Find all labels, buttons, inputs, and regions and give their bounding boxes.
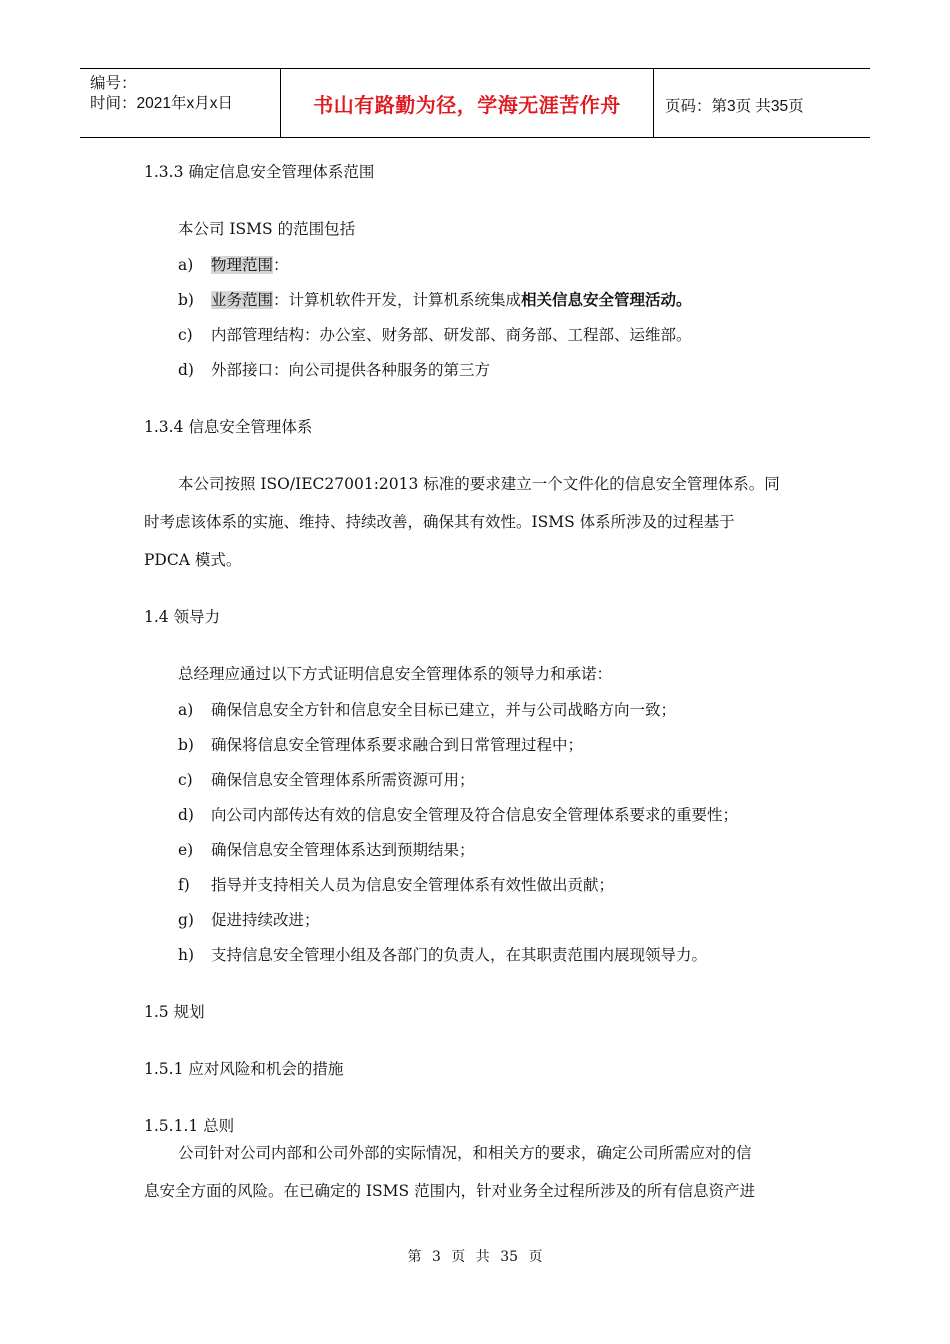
document-number-label: 编号： [90, 75, 137, 92]
list-marker: h) [178, 946, 195, 964]
paragraph-line: 公司针对公司内部和公司外部的实际情况，和相关方的要求，确定公司所需应对的信 [178, 1144, 752, 1162]
bold-text: 相关信息安全管理活动。 [521, 291, 692, 309]
header-left-cell [80, 69, 280, 137]
paragraph-line: 时考虑该体系的实施、维持、持续改善，确保其有效性。ISMS 体系所涉及的过程基于 [144, 513, 735, 531]
list-item-text: 确保信息安全管理体系所需资源可用； [211, 771, 475, 789]
section-heading: 1.5.1.1 总则 [144, 1117, 235, 1135]
paragraph-line: 本公司按照 ISO/IEC27001:2013 标准的要求建立一个文件化的信息安全管理体系。同 [178, 475, 780, 493]
list-item-text: ：计算机软件开发，计算机系统集成 [273, 291, 522, 309]
list-marker: a) [178, 256, 194, 274]
list-item-text: 确保信息安全方针和信息安全目标已建立，并与公司战略方向一致； [211, 701, 677, 719]
list-marker: g) [178, 911, 194, 929]
list-item-text: 向公司内部传达有效的信息安全管理及符合信息安全管理体系要求的重要性； [211, 806, 739, 824]
list-marker: d) [178, 361, 194, 379]
header-center-cell [280, 69, 654, 137]
page-footer: 第 3 页 共 35 页 [407, 1249, 543, 1265]
header-motto: 书山有路勤为径，学海无涯苦作舟 [313, 95, 621, 117]
list-item-text: 促进持续改进； [211, 911, 320, 929]
section-heading: 1.4 领导力 [144, 608, 221, 626]
list-marker: b) [178, 291, 194, 309]
list-item-text: ： [273, 256, 289, 274]
section-heading: 1.3.4 信息安全管理体系 [144, 418, 313, 436]
section-heading: 1.5.1 应对风险和机会的措施 [144, 1060, 344, 1078]
section-heading: 1.3.3 确定信息安全管理体系范围 [144, 163, 375, 181]
list-item-text: 确保将信息安全管理体系要求融合到日常管理过程中； [211, 736, 584, 754]
paragraph: 总经理应通过以下方式证明信息安全管理体系的领导力和承诺： [178, 665, 613, 683]
paragraph-line: 息安全方面的风险。在已确定的 ISMS 范围内，针对业务全过程所涉及的所有信息资产进 [144, 1182, 756, 1200]
list-marker: b) [178, 736, 194, 754]
list-item-text: 外部接口：向公司提供各种服务的第三方 [211, 361, 491, 379]
list-marker: d) [178, 806, 194, 824]
document-date-label: 时间：2021年x月x日 [90, 95, 233, 112]
list-item-text: 内部管理结构：办公室、财务部、研发部、商务部、工程部、运维部。 [211, 326, 692, 344]
list-marker: c) [178, 771, 193, 789]
list-item [211, 290, 692, 310]
list-marker: e) [178, 841, 194, 859]
paragraph-line: PDCA 模式。 [144, 551, 242, 569]
list-marker: a) [178, 701, 194, 719]
list-item-text: 指导并支持相关人员为信息安全管理体系有效性做出贡献； [211, 876, 615, 894]
header-page-info: 页码：第3页 共35页 [665, 98, 804, 115]
paragraph: 本公司 ISMS 的范围包括 [178, 220, 356, 238]
page-header [80, 68, 870, 138]
highlighted-label: 物理范围 [211, 256, 274, 274]
list-item [211, 255, 289, 275]
list-marker: f) [178, 876, 190, 894]
highlighted-label: 业务范围 [211, 291, 274, 309]
list-marker: c) [178, 326, 193, 344]
list-item-text: 支持信息安全管理小组及各部门的负责人，在其职责范围内展现领导力。 [211, 946, 708, 964]
list-item-text: 确保信息安全管理体系达到预期结果； [211, 841, 475, 859]
section-heading: 1.5 规划 [144, 1003, 205, 1021]
header-right-cell [653, 69, 870, 137]
